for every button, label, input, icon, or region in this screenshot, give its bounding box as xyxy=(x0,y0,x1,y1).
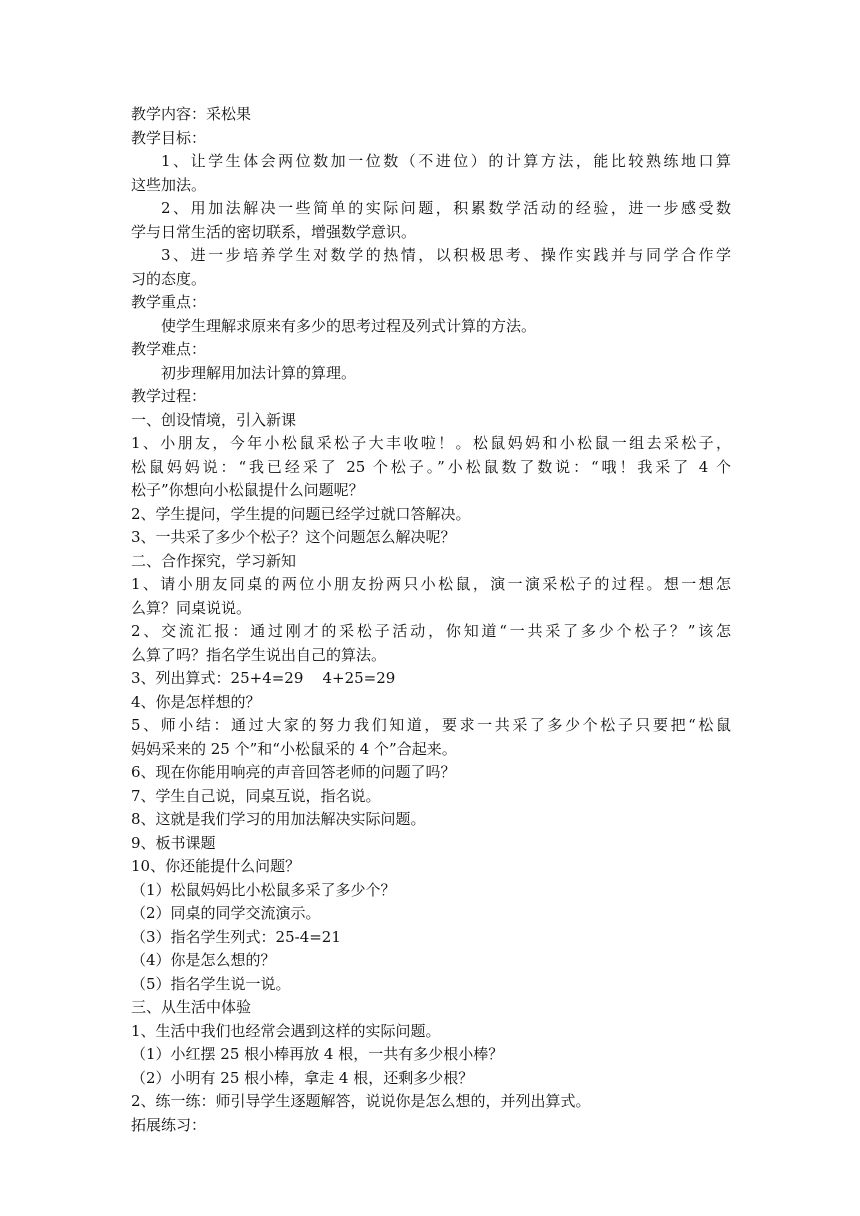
section-2-sub-5: （5）指名学生说一说。 xyxy=(131,974,291,993)
section-2-sub-4: （4）你是怎么想的？ xyxy=(131,951,276,969)
section-2-item-1-line-2: 么算？同桌说说。 xyxy=(131,598,252,617)
section-3-item-2: 2、练一练：师引导学生逐题解答，说说你是怎么想的，并列出算式。 xyxy=(131,1092,591,1110)
section-1-item-1-line-1: 1、小朋友，今年小松鼠采松子大丰收啦！。松鼠妈妈和小松鼠一组去采松子， xyxy=(131,434,731,452)
section-2-sub-2: （2）同桌的同学交流演示。 xyxy=(131,904,321,922)
section-2-item-10: 10、你还能提什么问题？ xyxy=(131,857,301,875)
section-2-item-5-line-1: 5、师小结：通过大家的努力我们知道，要求一共采了多少个松子只要把“松鼠 xyxy=(131,716,731,734)
section-2-item-6: 6、现在你能用响亮的声音回答老师的问题了吗？ xyxy=(131,763,456,781)
goal-3-line-2: 习的态度。 xyxy=(131,269,207,288)
section-2-item-8: 8、这就是我们学习的用加法解决实际问题。 xyxy=(131,810,426,828)
section-2-sub-3: （3）指名学生列式：25-4=21 xyxy=(131,927,341,946)
section-3-sub-2: （2）小明有 25 根小棒，拿走 4 根，还剩多少根？ xyxy=(131,1068,474,1087)
goal-2-line-1: 2、用加法解决一些简单的实际问题，积累数学活动的经验，进一步感受数 xyxy=(161,199,731,217)
process-heading: 教学过程： xyxy=(131,387,207,405)
section-2-item-4: 4、你是怎样想的？ xyxy=(131,692,261,711)
key-points-heading: 教学重点： xyxy=(131,293,207,311)
section-3-item-1: 1、生活中我们也经常会遇到这样的实际问题。 xyxy=(131,1021,441,1040)
section-1-item-2: 2、学生提问，学生提的问题已经学过就口答解决。 xyxy=(131,504,471,523)
difficulties-heading: 教学难点： xyxy=(131,340,207,358)
section-1-item-3: 3、一共采了多少个松子？这个问题怎么解决呢？ xyxy=(131,528,456,546)
difficulties-text: 初步理解用加法计算的算理。 xyxy=(161,363,357,382)
goal-1-line-1: 1、让学生体会两位数加一位数（不进位）的计算方法，能比较熟练地口算 xyxy=(161,152,731,170)
teaching-goals-heading: 教学目标： xyxy=(131,128,207,147)
section-2-item-3: 3、列出算式：25+4=29 4+25=29 xyxy=(131,669,396,687)
lesson-content-heading: 教学内容：采松果 xyxy=(131,105,252,123)
section-2-item-2-line-1: 2、交流汇报：通过刚才的采松子活动，你知道“一共采了多少个松子？”该怎 xyxy=(131,622,731,640)
key-points-text: 使学生理解求原来有多少的思考过程及列式计算的方法。 xyxy=(161,316,537,335)
section-1-heading: 一、创设情境，引入新课 xyxy=(131,410,297,429)
section-2-item-1-line-1: 1、请小朋友同桌的两位小朋友扮两只小松鼠，演一演采松子的过程。想一想怎 xyxy=(131,575,731,593)
goal-3-line-1: 3、进一步培养学生对数学的热情，以积极思考、操作实践并与同学合作学 xyxy=(161,246,731,264)
section-2-item-9: 9、板书课题 xyxy=(131,833,216,852)
section-2-sub-1: （1）松鼠妈妈比小松鼠多采了多少个？ xyxy=(131,880,396,899)
section-2-item-2-line-2: 么算了吗？指名学生说出自己的算法。 xyxy=(131,645,387,664)
section-1-item-1-line-3: 松子”你想向小松鼠提什么问题呢？ xyxy=(131,481,364,499)
section-1-item-1-line-2: 松鼠妈妈说：“我已经采了 25 个松子。”小松鼠数了数说：“哦！我采了 4 个 xyxy=(131,457,731,476)
section-2-item-5-line-2: 妈妈采来的 25 个”和“小松鼠采的 4 个”合起来。 xyxy=(131,739,457,758)
section-2-item-7: 7、学生自己说，同桌互说，指名说。 xyxy=(131,786,381,805)
goal-2-line-2: 学与日常生活的密切联系，增强数学意识。 xyxy=(131,222,417,241)
goal-1-line-2: 这些加法。 xyxy=(131,175,207,194)
lesson-plan-body xyxy=(131,103,731,1137)
section-3-heading: 三、从生活中体验 xyxy=(131,998,252,1016)
section-3-sub-1: （1）小红摆 25 根小棒再放 4 根，一共有多少根小棒？ xyxy=(131,1045,504,1063)
section-2-heading: 二、合作探究，学习新知 xyxy=(131,551,297,570)
extension-exercises-heading: 拓展练习： xyxy=(131,1115,207,1134)
